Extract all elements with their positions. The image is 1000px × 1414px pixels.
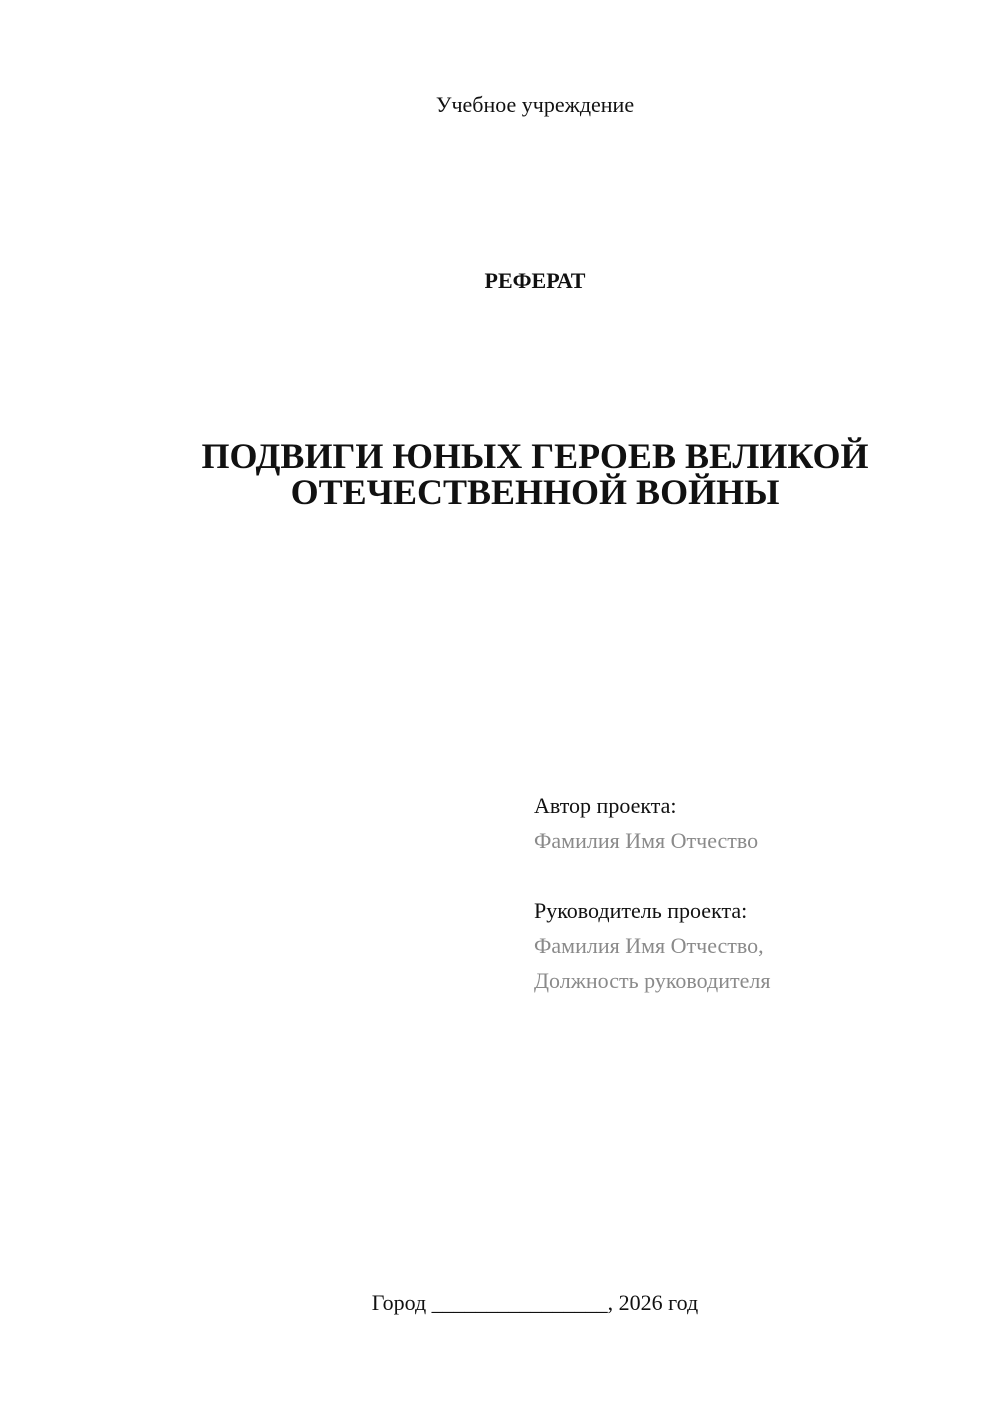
supervisor-name: Фамилия Имя Отчество, [534, 933, 764, 958]
city-year-line: Город ________________, 2026 год [371, 1290, 699, 1315]
author-name: Фамилия Имя Отчество [534, 828, 759, 853]
document-type: РЕФЕРАТ [484, 268, 586, 293]
document-title [120, 438, 950, 510]
author-label: Автор проекта: [534, 793, 677, 818]
title-line-1: ПОДВИГИ ЮНЫХ ГЕРОЕВ ВЕЛИКОЙ [201, 436, 869, 476]
title-line-2: ОТЕЧЕСТВЕННОЙ ВОЙНЫ [290, 472, 780, 512]
supervisor-position: Должность руководителя [534, 968, 771, 993]
institution-name: Учебное учреждение [435, 92, 635, 117]
supervisor-label: Руководитель проекта: [534, 898, 748, 923]
credits-block [534, 788, 974, 998]
credits-spacer [534, 858, 974, 893]
